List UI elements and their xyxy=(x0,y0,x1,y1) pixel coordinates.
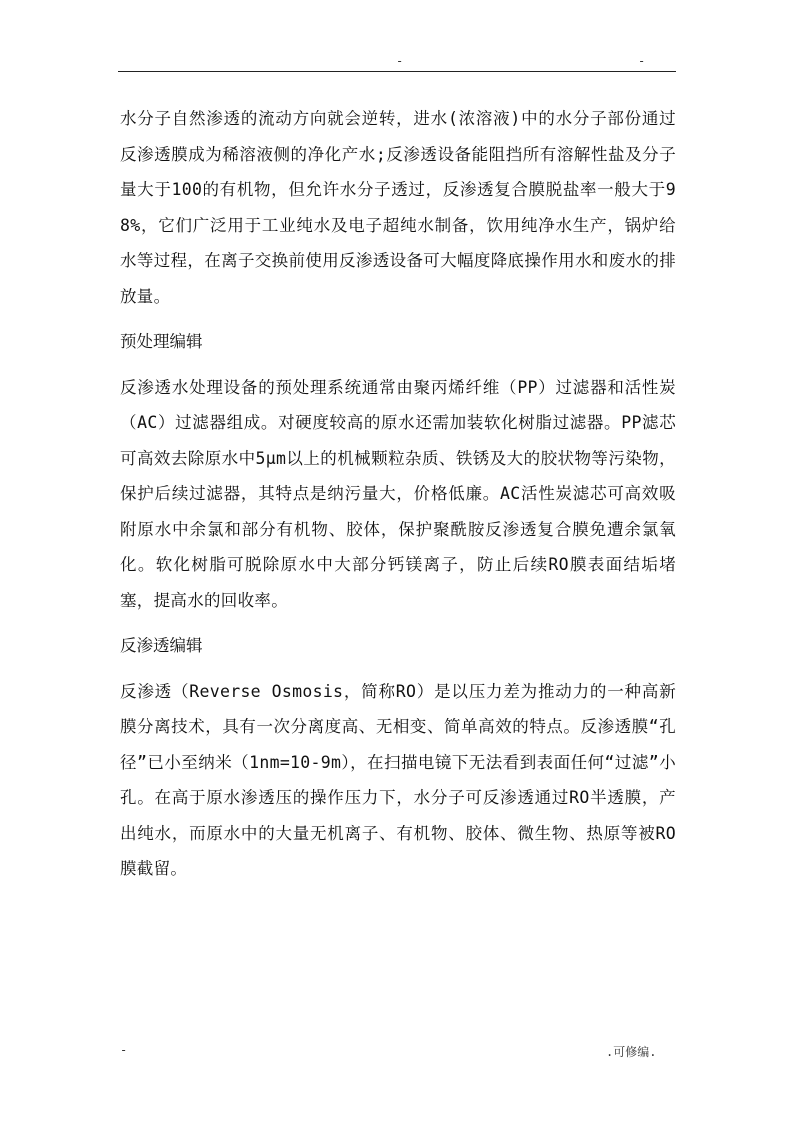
document-body xyxy=(120,101,676,887)
heading-reverse-osmosis: 反渗透编辑 xyxy=(120,636,203,655)
paragraph-reverse-osmosis-intro: 水分子自然渗透的流动方向就会逆转，进水(浓溶液)中的水分子部份通过反渗透膜成为稀溶液侧的净化产水;反渗透设备能阻挡所有溶解性盐及分子量大于100的有机物，但允许水分子透过，反渗透复合膜脱盐率一般大于98%，它们广泛用于工业纯水及电子超纯水制备，饮用纯净水生产，锅炉给水等过程，在离子交换前使用反渗透设备可大幅度降底操作用水和废水的排放量。 xyxy=(120,109,676,306)
footer-editable-note: .可修编. xyxy=(606,1045,657,1059)
heading-pretreatment: 预处理编辑 xyxy=(120,332,203,351)
header-mark-center: - xyxy=(396,54,404,68)
footer-mark-left: - xyxy=(120,1043,128,1057)
header-divider xyxy=(118,71,676,72)
header-mark-right: - xyxy=(638,54,646,68)
paragraph-pretreatment: 反渗透水处理设备的预处理系统通常由聚丙烯纤维（PP）过滤器和活性炭（AC）过滤器组成。对硬度较高的原水还需加装软化树脂过滤器。PP滤芯可高效去除原水中5μm以上的机械颗粒杂质、铁锈及大的胶状物等污染物，保护后续过滤器，其特点是纳污量大，价格低廉。AC活性炭滤芯可高效吸附原水中余氯和部分有机物、胶体，保护聚酰胺反渗透复合膜免遭余氯氧化。软化树脂可脱除原水中大部分钙镁离子，防止后续RO膜表面结垢堵塞，提高水的回收率。 xyxy=(120,377,676,610)
paragraph-reverse-osmosis: 反渗透（Reverse Osmosis，简称RO）是以压力差为推动力的一种高新膜分离技术，具有一次分离度高、无相变、简单高效的特点。反渗透膜“孔径”已小至纳米（1nm=10-9m），在扫描电镜下无法看到表面任何“过滤”小孔。在高于原水渗透压的操作压力下，水分子可反渗透通过RO半透膜，产出纯水，而原水中的大量无机离子、有机物、胶体、微生物、热原等被RO膜截留。 xyxy=(120,681,676,878)
